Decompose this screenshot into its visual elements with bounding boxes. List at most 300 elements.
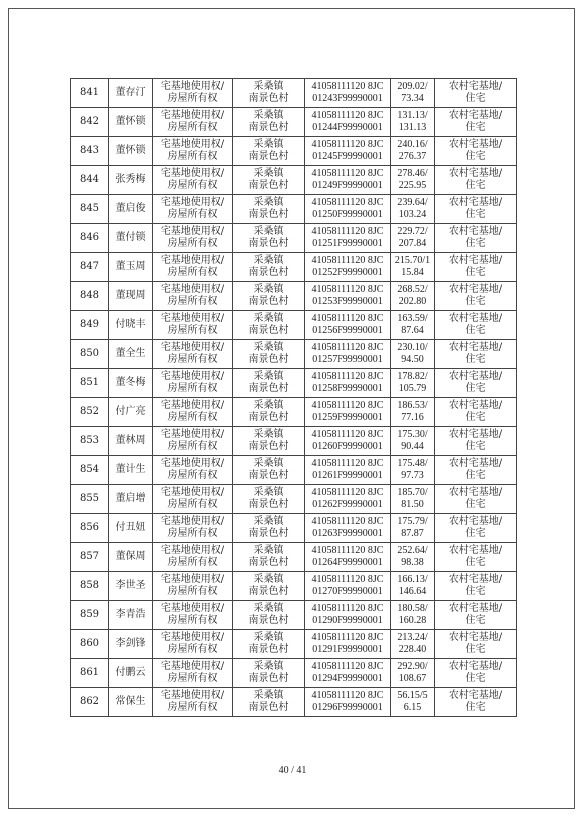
right-type-cell	[153, 688, 233, 717]
location-line: 南景色村	[248, 586, 289, 597]
location-cell	[233, 166, 305, 195]
location-cell	[233, 340, 305, 369]
land-use-line: 农村宅基地/	[448, 487, 503, 498]
area-cell	[391, 369, 435, 398]
location-line: 南景色村	[248, 644, 289, 655]
area-line: 215.70/1	[394, 255, 431, 266]
table-row	[71, 630, 517, 659]
right-type-line: 宅基地使用权/	[160, 516, 225, 527]
right-type-line: 房屋所有权	[167, 122, 218, 133]
area-line: 175.79/	[397, 516, 428, 527]
unit-code-line: 01260F99990001	[312, 441, 383, 452]
location-line: 南景色村	[248, 122, 289, 133]
area-cell	[391, 543, 435, 572]
area-line: 81.50	[401, 499, 424, 510]
record-number-cell: 842	[71, 108, 109, 137]
area-line: 252.64/	[397, 545, 428, 556]
unit-code-line: 01259F99990001	[312, 412, 383, 423]
area-line: 87.87	[401, 528, 424, 539]
page-number: 40 / 41	[278, 765, 307, 776]
unit-code-line: 01296F99990001	[312, 702, 383, 713]
right-type-line: 宅基地使用权/	[160, 255, 225, 266]
record-number-cell: 857	[71, 543, 109, 572]
unit-code-line: 01257F99990001	[312, 354, 383, 365]
location-cell	[233, 108, 305, 137]
unit-code-cell	[305, 427, 391, 456]
location-line: 采桑镇	[253, 458, 284, 469]
unit-code-line: 41058111120 8JC	[311, 371, 384, 382]
land-use-cell	[435, 543, 517, 572]
location-cell	[233, 630, 305, 659]
land-use-cell	[435, 137, 517, 166]
right-type-cell	[153, 456, 233, 485]
unit-code-line: 01249F99990001	[312, 180, 383, 191]
right-type-line: 宅基地使用权/	[160, 429, 225, 440]
unit-code-line: 41058111120 8JC	[311, 458, 384, 469]
unit-code-line: 41058111120 8JC	[311, 429, 384, 440]
location-line: 采桑镇	[253, 545, 284, 556]
area-line: 108.67	[398, 673, 427, 684]
land-use-line: 农村宅基地/	[448, 139, 503, 150]
area-line: 213.24/	[397, 632, 428, 643]
land-use-cell	[435, 427, 517, 456]
unit-code-line: 41058111120 8JC	[311, 632, 384, 643]
record-number-cell: 843	[71, 137, 109, 166]
land-use-line: 住宅	[465, 702, 486, 713]
table-row	[71, 659, 517, 688]
location-line: 南景色村	[248, 93, 289, 104]
land-use-line: 农村宅基地/	[448, 342, 503, 353]
land-use-line: 农村宅基地/	[448, 574, 503, 585]
right-type-cell	[153, 398, 233, 427]
area-line: 175.48/	[397, 458, 428, 469]
land-use-line: 住宅	[465, 267, 486, 278]
land-use-cell	[435, 398, 517, 427]
land-use-line: 住宅	[465, 441, 486, 452]
unit-code-cell	[305, 311, 391, 340]
location-line: 采桑镇	[253, 81, 284, 92]
owner-name-cell: 董怀锁	[109, 108, 153, 137]
right-type-cell	[153, 195, 233, 224]
land-use-cell	[435, 79, 517, 108]
record-number-cell: 854	[71, 456, 109, 485]
land-use-line: 住宅	[465, 122, 486, 133]
unit-code-cell	[305, 282, 391, 311]
area-cell	[391, 195, 435, 224]
right-type-line: 房屋所有权	[167, 209, 218, 220]
land-use-line: 农村宅基地/	[448, 313, 503, 324]
area-cell	[391, 108, 435, 137]
unit-code-cell	[305, 340, 391, 369]
area-line: 278.46/	[397, 168, 428, 179]
land-use-line: 农村宅基地/	[448, 545, 503, 556]
land-use-line: 农村宅基地/	[448, 168, 503, 179]
owner-name-cell: 董现周	[109, 282, 153, 311]
right-type-cell	[153, 630, 233, 659]
land-use-line: 住宅	[465, 325, 486, 336]
right-type-line: 房屋所有权	[167, 238, 218, 249]
right-type-line: 房屋所有权	[167, 470, 218, 481]
land-use-line: 农村宅基地/	[448, 226, 503, 237]
unit-code-line: 41058111120 8JC	[311, 400, 384, 411]
owner-name-cell: 常保生	[109, 688, 153, 717]
area-cell	[391, 572, 435, 601]
unit-code-line: 41058111120 8JC	[311, 168, 384, 179]
table-row	[71, 253, 517, 282]
location-line: 南景色村	[248, 354, 289, 365]
right-type-cell	[153, 485, 233, 514]
unit-code-line: 01253F99990001	[312, 296, 383, 307]
location-line: 南景色村	[248, 209, 289, 220]
land-use-line: 住宅	[465, 209, 486, 220]
location-line: 采桑镇	[253, 255, 284, 266]
right-type-line: 房屋所有权	[167, 383, 218, 394]
location-line: 采桑镇	[253, 226, 284, 237]
unit-code-line: 01261F99990001	[312, 470, 383, 481]
table-row	[71, 108, 517, 137]
area-line: 98.38	[401, 557, 424, 568]
unit-code-line: 41058111120 8JC	[311, 574, 384, 585]
unit-code-line: 41058111120 8JC	[311, 342, 384, 353]
unit-code-line: 41058111120 8JC	[311, 197, 384, 208]
right-type-cell	[153, 369, 233, 398]
table-row	[71, 485, 517, 514]
area-cell	[391, 427, 435, 456]
unit-code-cell	[305, 224, 391, 253]
area-line: 131.13	[398, 122, 427, 133]
land-use-line: 农村宅基地/	[448, 255, 503, 266]
area-line: 90.44	[401, 441, 424, 452]
right-type-line: 宅基地使用权/	[160, 632, 225, 643]
unit-code-line: 41058111120 8JC	[311, 255, 384, 266]
land-use-cell	[435, 572, 517, 601]
location-line: 采桑镇	[253, 632, 284, 643]
right-type-line: 宅基地使用权/	[160, 226, 225, 237]
right-type-cell	[153, 427, 233, 456]
right-type-cell	[153, 514, 233, 543]
location-line: 南景色村	[248, 441, 289, 452]
unit-code-line: 01252F99990001	[312, 267, 383, 278]
unit-code-line: 01258F99990001	[312, 383, 383, 394]
land-use-line: 农村宅基地/	[448, 458, 503, 469]
right-type-line: 宅基地使用权/	[160, 545, 225, 556]
area-cell	[391, 166, 435, 195]
unit-code-line: 01294F99990001	[312, 673, 383, 684]
unit-code-line: 01250F99990001	[312, 209, 383, 220]
unit-code-cell	[305, 485, 391, 514]
unit-code-line: 01262F99990001	[312, 499, 383, 510]
right-type-line: 房屋所有权	[167, 528, 218, 539]
land-use-line: 住宅	[465, 354, 486, 365]
unit-code-line: 01245F99990001	[312, 151, 383, 162]
right-type-line: 房屋所有权	[167, 267, 218, 278]
location-line: 南景色村	[248, 180, 289, 191]
land-use-line: 农村宅基地/	[448, 603, 503, 614]
record-number-cell: 856	[71, 514, 109, 543]
table-row	[71, 79, 517, 108]
land-use-line: 住宅	[465, 151, 486, 162]
area-line: 229.72/	[397, 226, 428, 237]
area-cell	[391, 398, 435, 427]
area-line: 207.84	[398, 238, 427, 249]
owner-name-cell: 李世圣	[109, 572, 153, 601]
area-line: 185.70/	[397, 487, 428, 498]
area-cell	[391, 340, 435, 369]
land-use-cell	[435, 253, 517, 282]
unit-code-line: 01256F99990001	[312, 325, 383, 336]
record-number-cell: 841	[71, 79, 109, 108]
right-type-line: 房屋所有权	[167, 296, 218, 307]
owner-name-cell: 董保周	[109, 543, 153, 572]
table-row	[71, 224, 517, 253]
right-type-line: 宅基地使用权/	[160, 284, 225, 295]
land-use-line: 农村宅基地/	[448, 371, 503, 382]
location-line: 采桑镇	[253, 603, 284, 614]
area-line: 240.16/	[397, 139, 428, 150]
location-line: 采桑镇	[253, 110, 284, 121]
unit-code-line: 41058111120 8JC	[311, 487, 384, 498]
right-type-line: 宅基地使用权/	[160, 342, 225, 353]
land-use-line: 农村宅基地/	[448, 400, 503, 411]
record-number-cell: 855	[71, 485, 109, 514]
owner-name-cell: 付丑妞	[109, 514, 153, 543]
land-use-line: 住宅	[465, 557, 486, 568]
land-use-line: 住宅	[465, 499, 486, 510]
area-line: 225.95	[398, 180, 427, 191]
right-type-line: 房屋所有权	[167, 412, 218, 423]
table-row	[71, 601, 517, 630]
unit-code-line: 41058111120 8JC	[311, 545, 384, 556]
unit-code-cell	[305, 253, 391, 282]
area-line: 228.40	[398, 644, 427, 655]
location-line: 南景色村	[248, 412, 289, 423]
area-line: 175.30/	[397, 429, 428, 440]
right-type-line: 房屋所有权	[167, 441, 218, 452]
location-line: 南景色村	[248, 702, 289, 713]
area-cell	[391, 485, 435, 514]
area-line: 56.15/5	[397, 690, 428, 701]
location-cell	[233, 369, 305, 398]
unit-code-line: 41058111120 8JC	[311, 603, 384, 614]
land-use-line: 农村宅基地/	[448, 429, 503, 440]
right-type-line: 房屋所有权	[167, 93, 218, 104]
right-type-line: 宅基地使用权/	[160, 690, 225, 701]
owner-name-cell: 董启增	[109, 485, 153, 514]
right-type-cell	[153, 659, 233, 688]
owner-name-cell: 张秀梅	[109, 166, 153, 195]
record-number-cell: 862	[71, 688, 109, 717]
area-line: 15.84	[401, 267, 424, 278]
location-cell	[233, 659, 305, 688]
unit-code-cell	[305, 543, 391, 572]
area-cell	[391, 311, 435, 340]
unit-code-cell	[305, 630, 391, 659]
land-use-line: 农村宅基地/	[448, 197, 503, 208]
area-cell	[391, 514, 435, 543]
land-use-cell	[435, 456, 517, 485]
location-cell	[233, 543, 305, 572]
land-use-line: 住宅	[465, 238, 486, 249]
area-line: 292.90/	[397, 661, 428, 672]
location-line: 采桑镇	[253, 371, 284, 382]
location-cell	[233, 427, 305, 456]
area-cell	[391, 659, 435, 688]
record-number-cell: 852	[71, 398, 109, 427]
area-cell	[391, 630, 435, 659]
right-type-line: 宅基地使用权/	[160, 197, 225, 208]
land-use-line: 住宅	[465, 470, 486, 481]
location-cell	[233, 601, 305, 630]
property-rights-table	[70, 78, 517, 717]
area-line: 105.79	[398, 383, 427, 394]
location-line: 采桑镇	[253, 168, 284, 179]
unit-code-cell	[305, 572, 391, 601]
unit-code-line: 01244F99990001	[312, 122, 383, 133]
unit-code-line: 41058111120 8JC	[311, 81, 384, 92]
location-cell	[233, 688, 305, 717]
area-line: 131.13/	[397, 110, 428, 121]
area-line: 6.15	[403, 702, 422, 713]
area-cell	[391, 224, 435, 253]
unit-code-cell	[305, 659, 391, 688]
owner-name-cell: 董林周	[109, 427, 153, 456]
right-type-line: 宅基地使用权/	[160, 168, 225, 179]
right-type-line: 房屋所有权	[167, 354, 218, 365]
area-line: 180.58/	[397, 603, 428, 614]
right-type-line: 宅基地使用权/	[160, 574, 225, 585]
unit-code-line: 41058111120 8JC	[311, 226, 384, 237]
location-line: 采桑镇	[253, 313, 284, 324]
unit-code-line: 41058111120 8JC	[311, 284, 384, 295]
unit-code-line: 41058111120 8JC	[311, 313, 384, 324]
table-row	[71, 166, 517, 195]
right-type-line: 房屋所有权	[167, 325, 218, 336]
unit-code-line: 01251F99990001	[312, 238, 383, 249]
table-row	[71, 398, 517, 427]
location-line: 采桑镇	[253, 690, 284, 701]
right-type-cell	[153, 137, 233, 166]
record-number-cell: 858	[71, 572, 109, 601]
unit-code-line: 41058111120 8JC	[311, 139, 384, 150]
land-use-line: 农村宅基地/	[448, 661, 503, 672]
record-number-cell: 847	[71, 253, 109, 282]
right-type-line: 房屋所有权	[167, 702, 218, 713]
record-number-cell: 850	[71, 340, 109, 369]
unit-code-cell	[305, 601, 391, 630]
owner-name-cell: 董启俊	[109, 195, 153, 224]
land-use-cell	[435, 195, 517, 224]
unit-code-line: 01263F99990001	[312, 528, 383, 539]
record-number-cell: 846	[71, 224, 109, 253]
record-number-cell: 853	[71, 427, 109, 456]
owner-name-cell: 董冬梅	[109, 369, 153, 398]
record-number-cell: 861	[71, 659, 109, 688]
record-number-cell: 849	[71, 311, 109, 340]
location-cell	[233, 253, 305, 282]
land-use-line: 农村宅基地/	[448, 110, 503, 121]
location-line: 采桑镇	[253, 574, 284, 585]
location-line: 采桑镇	[253, 516, 284, 527]
location-cell	[233, 485, 305, 514]
location-line: 采桑镇	[253, 197, 284, 208]
location-cell	[233, 137, 305, 166]
owner-name-cell: 付鹏云	[109, 659, 153, 688]
location-cell	[233, 195, 305, 224]
right-type-line: 房屋所有权	[167, 586, 218, 597]
area-cell	[391, 79, 435, 108]
area-line: 230.10/	[397, 342, 428, 353]
location-line: 南景色村	[248, 528, 289, 539]
unit-code-cell	[305, 166, 391, 195]
land-use-line: 住宅	[465, 180, 486, 191]
location-cell	[233, 572, 305, 601]
right-type-line: 宅基地使用权/	[160, 371, 225, 382]
location-cell	[233, 456, 305, 485]
table-row	[71, 427, 517, 456]
land-use-cell	[435, 340, 517, 369]
unit-code-cell	[305, 456, 391, 485]
location-line: 南景色村	[248, 557, 289, 568]
area-line: 178.82/	[397, 371, 428, 382]
location-line: 南景色村	[248, 238, 289, 249]
unit-code-line: 41058111120 8JC	[311, 661, 384, 672]
area-line: 276.37	[398, 151, 427, 162]
land-use-line: 农村宅基地/	[448, 632, 503, 643]
right-type-cell	[153, 572, 233, 601]
table-row	[71, 311, 517, 340]
area-line: 166.13/	[397, 574, 428, 585]
record-number-cell: 848	[71, 282, 109, 311]
unit-code-line: 41058111120 8JC	[311, 516, 384, 527]
table-row	[71, 456, 517, 485]
table-row	[71, 514, 517, 543]
right-type-line: 宅基地使用权/	[160, 400, 225, 411]
unit-code-line: 01290F99990001	[312, 615, 383, 626]
table-row	[71, 340, 517, 369]
right-type-cell	[153, 108, 233, 137]
table-row	[71, 572, 517, 601]
table-row	[71, 369, 517, 398]
table-body	[71, 79, 517, 717]
record-number-cell: 844	[71, 166, 109, 195]
right-type-line: 房屋所有权	[167, 644, 218, 655]
land-use-cell	[435, 601, 517, 630]
area-cell	[391, 253, 435, 282]
land-use-line: 农村宅基地/	[448, 81, 503, 92]
land-use-cell	[435, 311, 517, 340]
location-line: 南景色村	[248, 151, 289, 162]
right-type-line: 房屋所有权	[167, 673, 218, 684]
land-use-line: 住宅	[465, 93, 486, 104]
area-line: 77.16	[401, 412, 424, 423]
location-line: 采桑镇	[253, 429, 284, 440]
owner-name-cell: 李剑锋	[109, 630, 153, 659]
area-cell	[391, 456, 435, 485]
unit-code-line: 41058111120 8JC	[311, 690, 384, 701]
record-number-cell: 851	[71, 369, 109, 398]
location-cell	[233, 311, 305, 340]
right-type-line: 房屋所有权	[167, 615, 218, 626]
land-use-line: 农村宅基地/	[448, 516, 503, 527]
owner-name-cell: 付晓丰	[109, 311, 153, 340]
area-line: 239.64/	[397, 197, 428, 208]
location-line: 采桑镇	[253, 487, 284, 498]
land-use-line: 住宅	[465, 412, 486, 423]
unit-code-line: 01270F99990001	[312, 586, 383, 597]
area-line: 146.64	[398, 586, 427, 597]
location-cell	[233, 514, 305, 543]
land-use-line: 住宅	[465, 528, 486, 539]
